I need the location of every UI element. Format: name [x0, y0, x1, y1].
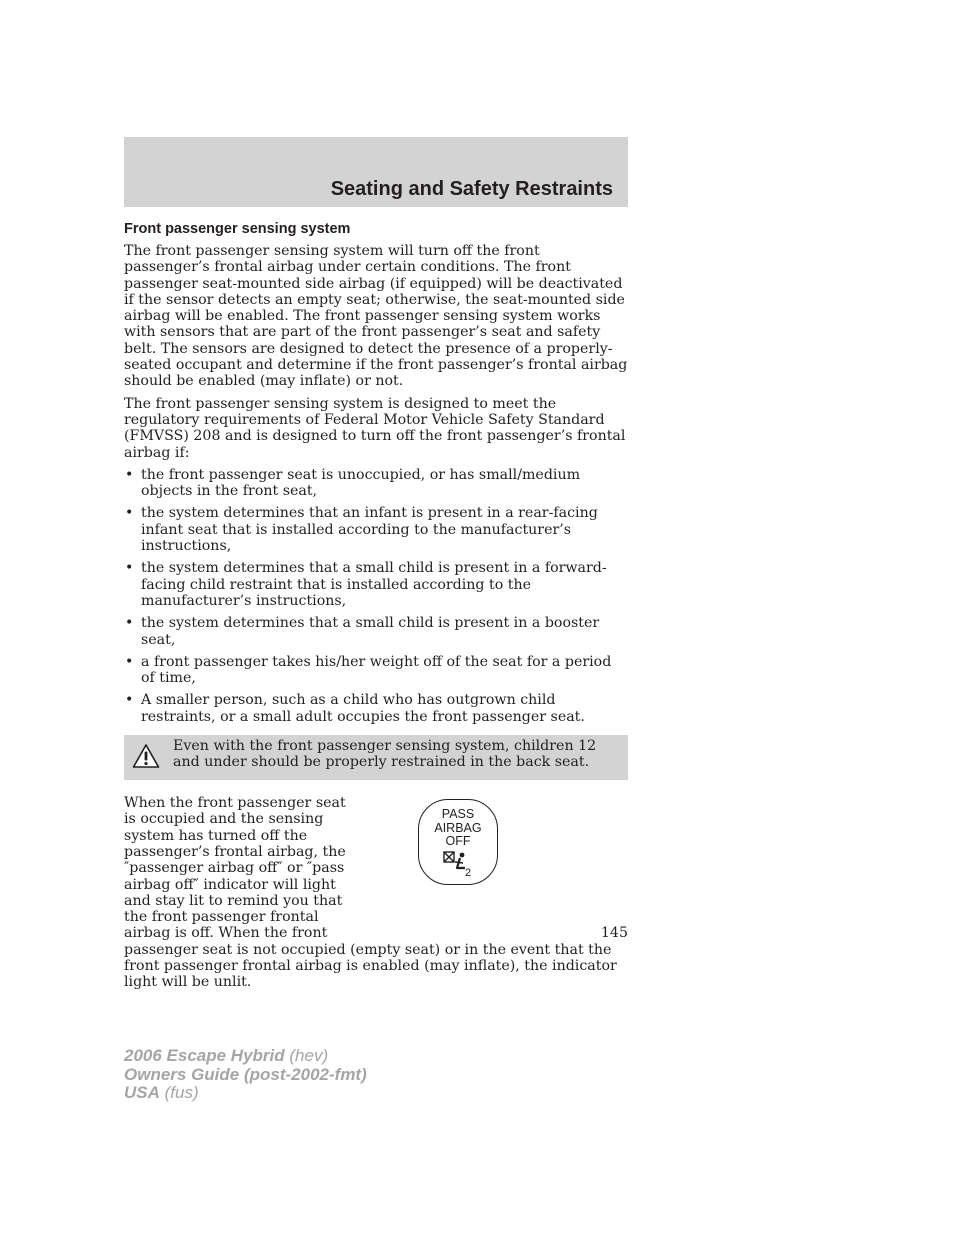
indicator-icon-number: 2 — [465, 866, 472, 878]
fmvss-paragraph: The front passenger sensing system is designed to meet the regulatory requirements of Federal Motor Vehicle Safety Standard (FMVSS) 208 and is designed to turn off the front passenger’s frontal airbag if: — [124, 395, 626, 461]
indicator-figure — [350, 795, 628, 927]
footer-line-1 — [124, 1047, 367, 1066]
footer-line-2 — [124, 1066, 367, 1085]
list-item: • the system determines that a small child is present in a forward-facing child restraint that is installed according to the manufacturer’s instructions, — [124, 560, 628, 609]
page-number: 145 — [600, 925, 628, 941]
document-footer — [124, 1047, 367, 1103]
footer-model-code: (hev) — [284, 1046, 329, 1065]
indicator-paragraph: When the front passenger seat is occupied and the sensing system has turned off the passenger’s frontal airbag, the ″passenger airbag off″ or ″pass airbag off″ indicator will light and stay lit to remind you that the front passenger frontal airbag is off. When the front passenger seat is not occupied (empty seat) or in the event that the front passenger frontal airbag is enabled (may inflate), the indicator light will be unlit. — [124, 795, 617, 991]
warning-text: Even with the front passenger sensing system, children 12 and under should be properly restrained in the back seat. — [173, 738, 597, 771]
indicator-line-airbag: AIRBAG — [434, 820, 482, 835]
list-item: • the system determines that a small child is present in a booster seat, — [124, 615, 628, 648]
footer-market: USA — [124, 1083, 160, 1102]
list-item: • the system determines that an infant is present in a rear-facing infant seat that is installed according to the manufacturer’s instructions, — [124, 505, 628, 554]
section-heading: Front passenger sensing system — [124, 221, 351, 237]
indicator-line-off: OFF — [445, 834, 471, 849]
conditions-list — [124, 467, 628, 725]
list-item: • A smaller person, such as a child who has outgrown child restraints, or a small adult occupies the front passenger seat. — [124, 692, 628, 725]
chapter-title: Seating and Safety Restraints — [330, 178, 613, 200]
page-content — [124, 220, 628, 997]
airbag-off-icon — [441, 850, 475, 878]
indicator-section — [124, 795, 628, 991]
footer-market-code: (fus) — [159, 1083, 199, 1102]
footer-model: 2006 Escape Hybrid — [124, 1046, 285, 1065]
indicator-line-pass: PASS — [441, 807, 475, 822]
warning-box — [124, 735, 628, 780]
warning-triangle-icon — [132, 743, 160, 769]
footer-line-3 — [124, 1084, 367, 1103]
list-item: • a front passenger takes his/her weight off of the seat for a period of time, — [124, 654, 628, 687]
list-item: • the front passenger seat is unoccupied, or has small/medium objects in the front seat, — [124, 467, 628, 500]
footer-guide: Owners Guide (post-2002-fmt) — [124, 1064, 367, 1084]
pass-airbag-off-indicator — [418, 799, 498, 885]
section-header-band — [124, 137, 628, 207]
intro-paragraph: The front passenger sensing system will turn off the front passenger’s frontal airbag under certain conditions. The front passenger seat-mounted side airbag (if equipped) will be deactivated if the sensor detects an empty seat; otherwise, the seat-mounted side airbag will be enabled. The front passenger sensing system works with sensors that are part of the front passenger’s seat and safety belt. The sensors are designed to detect the presence of a properly-seated occupant and determine if the front passenger’s frontal airbag should be enabled (may inflate) or not. — [124, 243, 628, 390]
